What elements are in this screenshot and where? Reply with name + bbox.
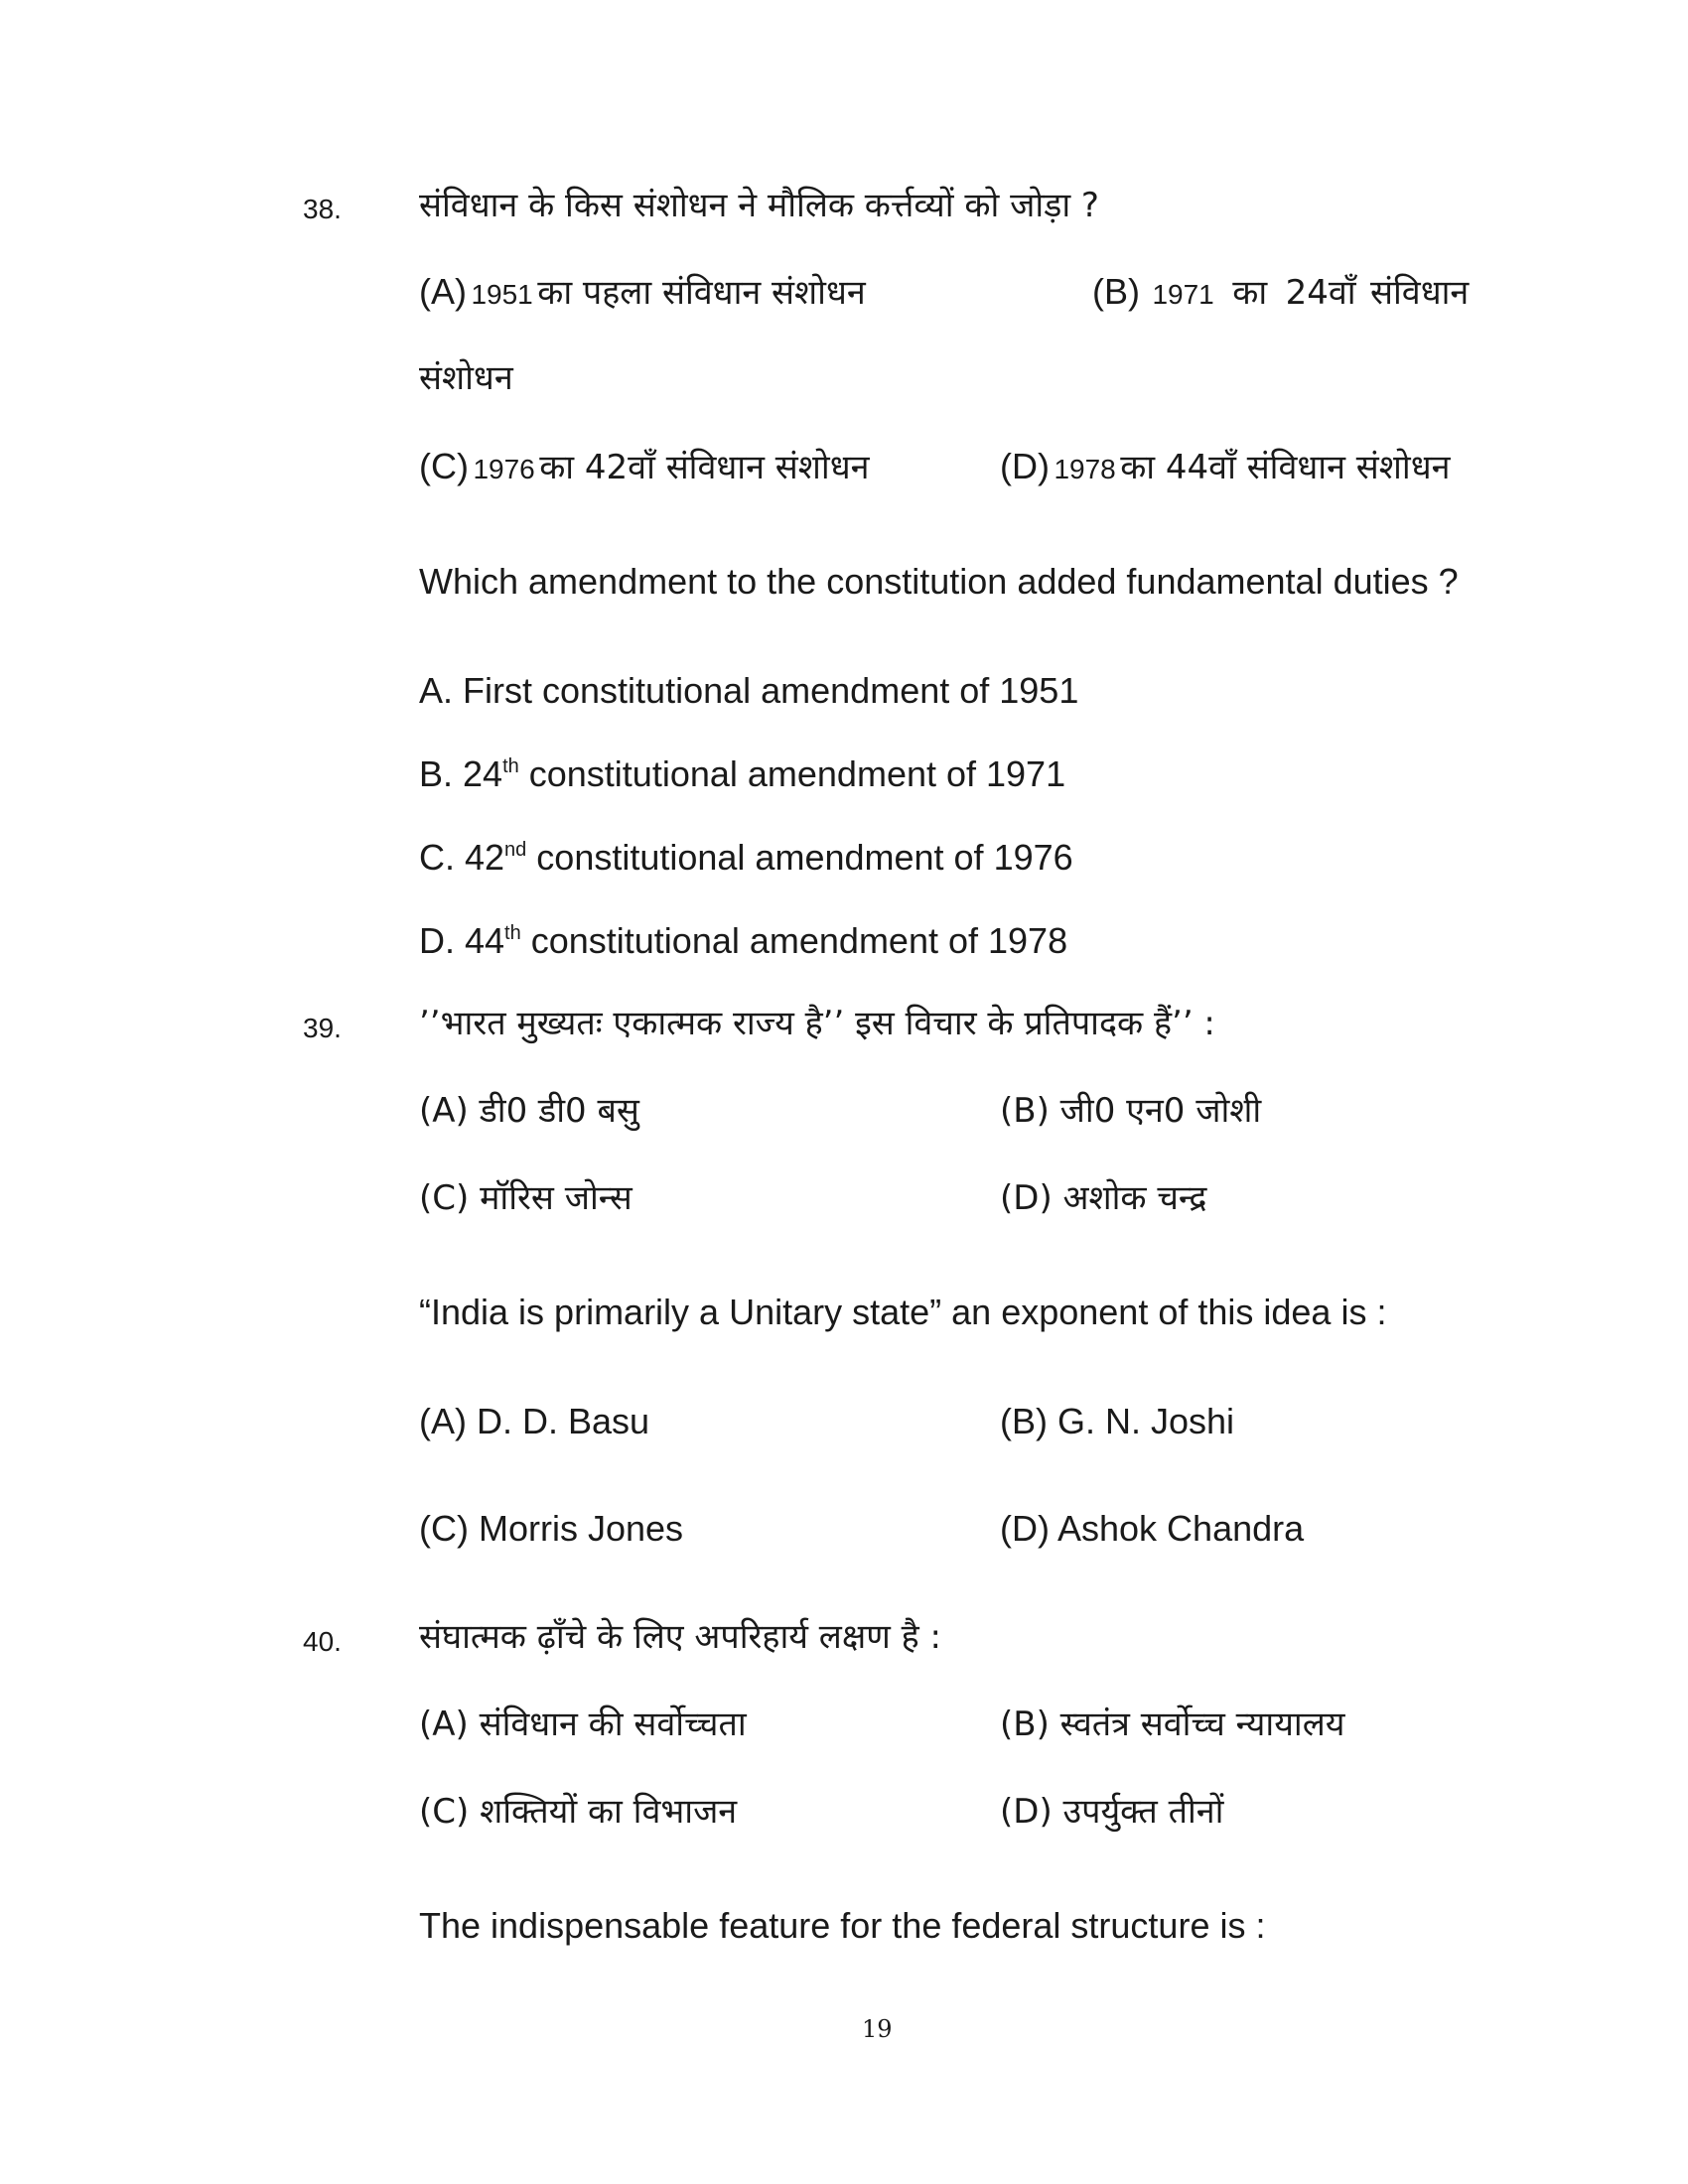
option-c-english: (C) Morris Jones <box>419 1508 684 1549</box>
question-stem-hindi: संघात्मक ढ़ाँचे के लिए अपरिहार्य लक्षण है : <box>419 1617 941 1657</box>
option-b-hindi: (B) स्वतंत्र सर्वोच्च न्यायालय <box>1000 1705 1345 1744</box>
option-d-english: D. 44th constitutional amendment of 1978 <box>419 920 1068 961</box>
question-number: 40. <box>303 1626 342 1657</box>
option-d-hindi: (D) उपर्युक्त तीनों <box>1000 1792 1224 1832</box>
question-stem-hindi: संविधान के किस संशोधन ने मौलिक कर्त्तव्यों को जोड़ा ? <box>419 186 1099 225</box>
option-c-hindi: (C) शक्तियों का विभाजन <box>419 1792 738 1832</box>
option-c-hindi: (C) 1976 का 42वाँ संविधान संशोधन <box>419 446 870 487</box>
page-number: 19 <box>862 2015 893 2043</box>
option-b-hindi: (B) जी0 एन0 जोशी <box>1000 1091 1262 1131</box>
option-d-hindi: (D) 1978 का 44वाँ संविधान संशोधन <box>1000 446 1451 487</box>
option-d-english: (D) Ashok Chandra <box>1000 1508 1305 1549</box>
option-c-english: C. 42nd constitutional amendment of 1976 <box>419 837 1073 878</box>
option-d-hindi: (D) अशोक चन्द्र <box>1000 1178 1207 1218</box>
option-b-english: (B) G. N. Joshi <box>1000 1401 1235 1441</box>
question-number: 38. <box>303 194 342 224</box>
option-a-hindi: (A) 1951 का पहला संविधान संशोधन <box>419 271 866 313</box>
option-a-hindi: (A) डी0 डी0 बसु <box>419 1091 639 1131</box>
option-a-english: A. First constitutional amendment of 1951 <box>419 670 1079 711</box>
option-b-hindi-wrap: संशोधन <box>419 358 513 398</box>
question-number: 39. <box>303 1013 342 1043</box>
option-a-hindi: (A) संविधान की सर्वोच्चता <box>419 1705 747 1744</box>
question-stem-english: Which amendment to the constitution added fundamental duties ? <box>419 561 1459 602</box>
question-stem-english: “India is primarily a Unitary state” an exponent of this idea is : <box>419 1292 1387 1332</box>
option-c-hindi: (C) मॉरिस जोन्स <box>419 1178 633 1218</box>
option-a-english: (A) D. D. Basu <box>419 1401 650 1441</box>
option-b-english: B. 24th constitutional amendment of 1971 <box>419 753 1066 794</box>
question-stem-english: The indispensable feature for the federal structure is : <box>419 1905 1266 1946</box>
question-stem-hindi: ’’भारत मुख्यतः एकात्मक राज्य है’’ इस विचार के प्रतिपादक हैं’’ : <box>419 1004 1215 1043</box>
option-b-hindi: (B) 1971 का 24वाँ संविधान <box>1092 271 1470 313</box>
